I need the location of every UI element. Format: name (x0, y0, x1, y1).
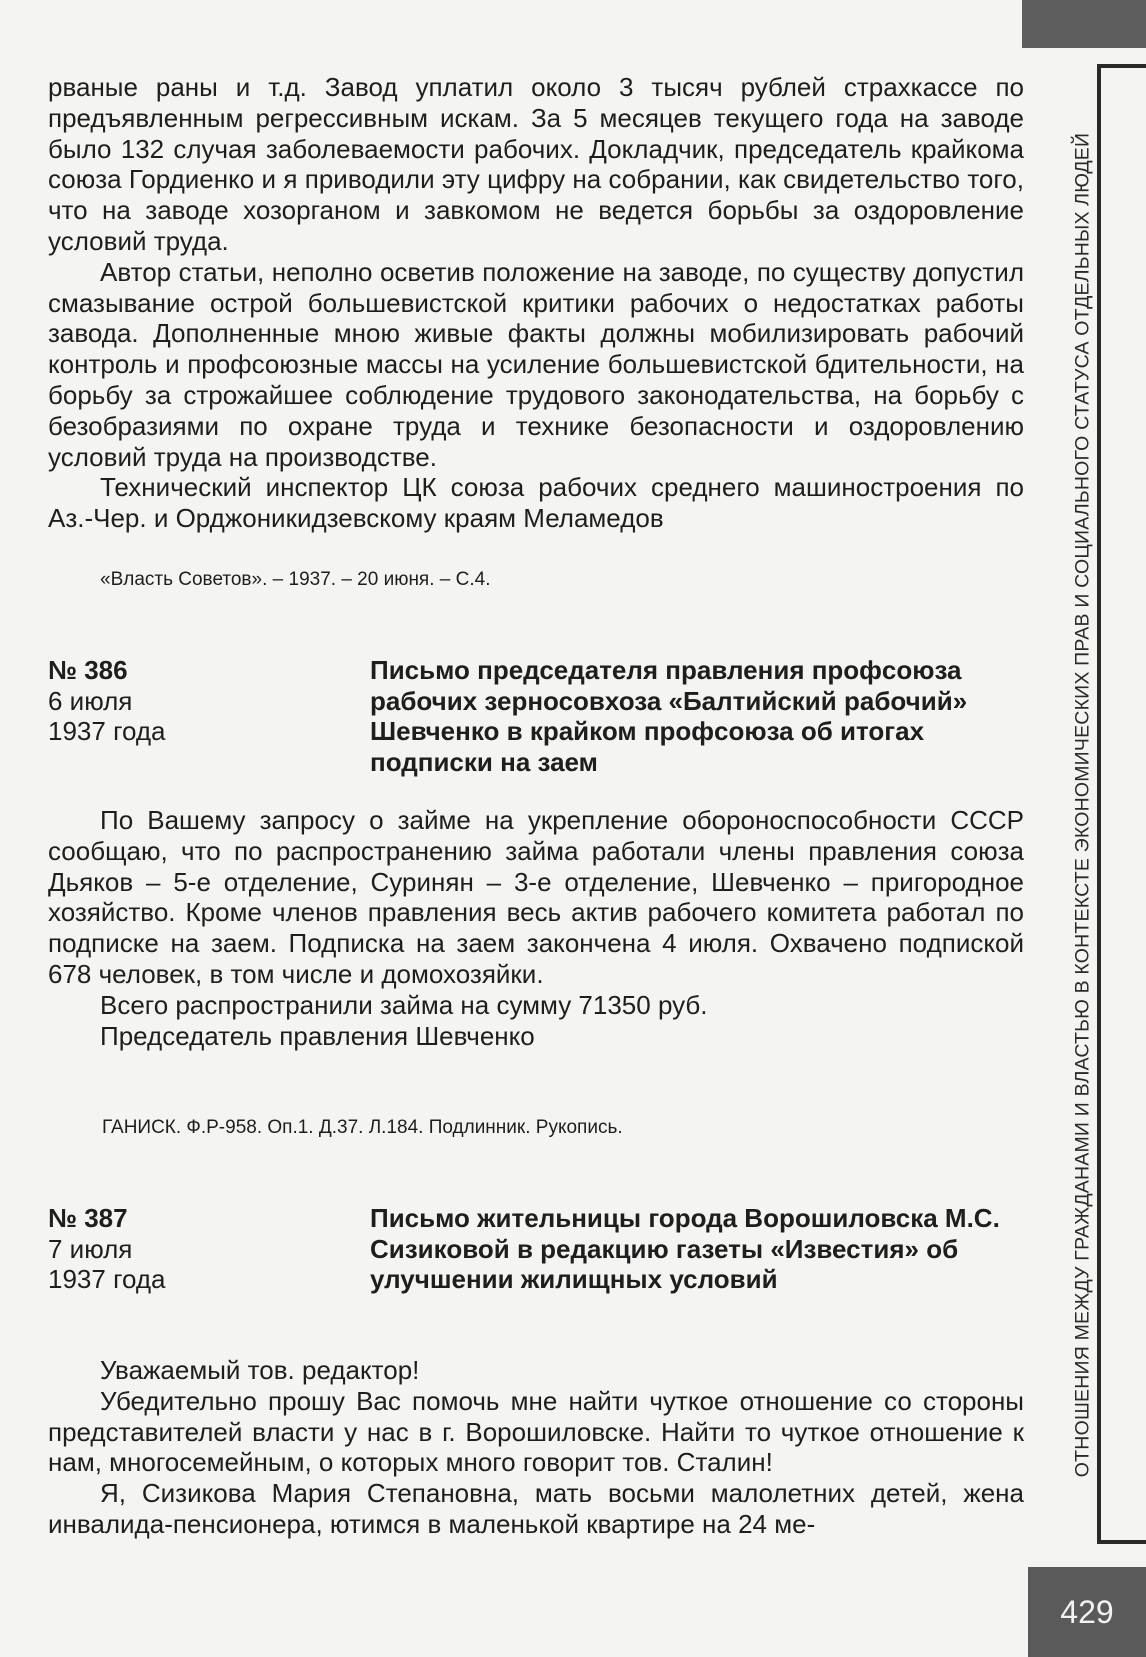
doc-386-body (48, 805, 1024, 1051)
intro-paragraph-2: Автор статьи, неполно осветив положение на заводе, по существу допустил смазывание острой большевистской критики рабочих о недостатках работы завода. Дополненные мною живые факты должны мобилизировать рабочий контроль и профсоюзные массы на усиление большевистской бдительности, на борьбу за строжайшее соблюдение трудового законодательства, на борьбу с безобразиями по охране труда и технике безопасности и оздоровлению условий труда на производстве. (48, 256, 1024, 472)
doc-386-header (48, 655, 1024, 785)
running-title-text: ОТНОШЕНИЯ МЕЖДУ ГРАЖДАНАМИ И ВЛАСТЬЮ В КОНТЕКСТЕ ЭКОНОМИЧЕСКИХ ПРАВ И СОЦИАЛЬНОГО СТАТУСА ОТДЕЛЬНЫХ ЛЮДЕЙ (1071, 132, 1094, 1478)
doc-386-number: № 386 (48, 655, 128, 685)
doc-387-paragraph-1: Убедительно прошу Вас помочь мне найти чуткое отношение со стороны представителей власти у нас в г. Ворошиловске. Найти то чуткое отношение к нам, многосемейным, о которых много говорит тов. Сталин! (48, 1385, 1024, 1478)
doc-387-date-day: 7 июля (48, 1233, 133, 1264)
top-corner-tab (1022, 0, 1146, 48)
doc-386-paragraph-2: Всего распространили займа на сумму 71350 руб. (100, 989, 708, 1020)
intro-paragraph-1: рваные раны и т.д. Завод уплатил около 3 тысяч рублей страхкассе по предъявленным регрессивным искам. За 5 месяцев текущего года на заводе было 132 случая заболеваемости рабочих. Докладчик, председатель крайкома союза Гордиенко и я приводили эту цифру на собрании, как свидетельство того, что на заводе хозорганом и завкомом не ведется борьбы за оздоровление условий труда. (48, 72, 1024, 256)
intro-section (48, 72, 1024, 534)
doc-387-title: Письмо жительницы города Ворошиловска М.С. Сизиковой в редакцию газеты «Известия» об улучшении жилищных условий (370, 1203, 1000, 1294)
doc-386-source (102, 1116, 1002, 1140)
doc-386-date-year: 1937 года (48, 716, 166, 746)
doc-387-number: № 387 (48, 1203, 128, 1233)
doc-387-header (48, 1203, 1024, 1333)
doc-387-body (48, 1355, 1024, 1540)
doc-386-date-day: 6 июля (48, 685, 133, 716)
doc-387-paragraph-2: Я, Сизикова Мария Степановна, мать восьми малолетних детей, жена инвалида-пенсионера, ютимся в маленькой квартире на 24 ме- (48, 1478, 1024, 1539)
doc-386-title: Письмо председателя правления профсоюза рабочих зерносовхоза «Балтийский рабочий» Шевченко в крайком профсоюза об итогах подписки на заем (370, 655, 968, 777)
doc-387-greeting: Уважаемый тов. редактор! (100, 1355, 420, 1385)
side-frame (1097, 64, 1146, 1544)
intro-source-text: «Власть Советов». – 1937. – 20 июня. – С.4. (100, 569, 491, 590)
intro-source (100, 568, 1000, 592)
doc-386-signature: Председатель правления Шевченко (100, 1020, 535, 1051)
doc-386-source-text: ГАНИСК. Ф.Р-958. Оп.1. Д.37. Л.184. Подлинник. Рукопись. (102, 1117, 623, 1138)
doc-387-meta (48, 1203, 348, 1295)
doc-386-paragraph-1: По Вашему запросу о займе на укрепление обороноспособности СССР сообщаю, что по распространению займа работали члены правления союза Дьяков – 5-е отделение, Суринян – 3-е отделение, Шевченко – пригородное хозяйство. Кроме членов правления весь актив рабочего комитета работал по подписке на заем. Подписка на заем закончена 4 июля. Охвачено подпиской 678 человек, в том числе и домохозяйки. (48, 805, 1024, 989)
doc-386-meta (48, 655, 348, 747)
page-number: 429 (1028, 1567, 1146, 1657)
running-title (1068, 60, 1098, 1550)
intro-signature: Технический инспектор ЦК союза рабочих среднего машиностроения по Аз.-Чер. и Орджоникидзевскому краям Меламедов (48, 472, 1024, 534)
doc-387-date-year: 1937 года (48, 1264, 166, 1294)
